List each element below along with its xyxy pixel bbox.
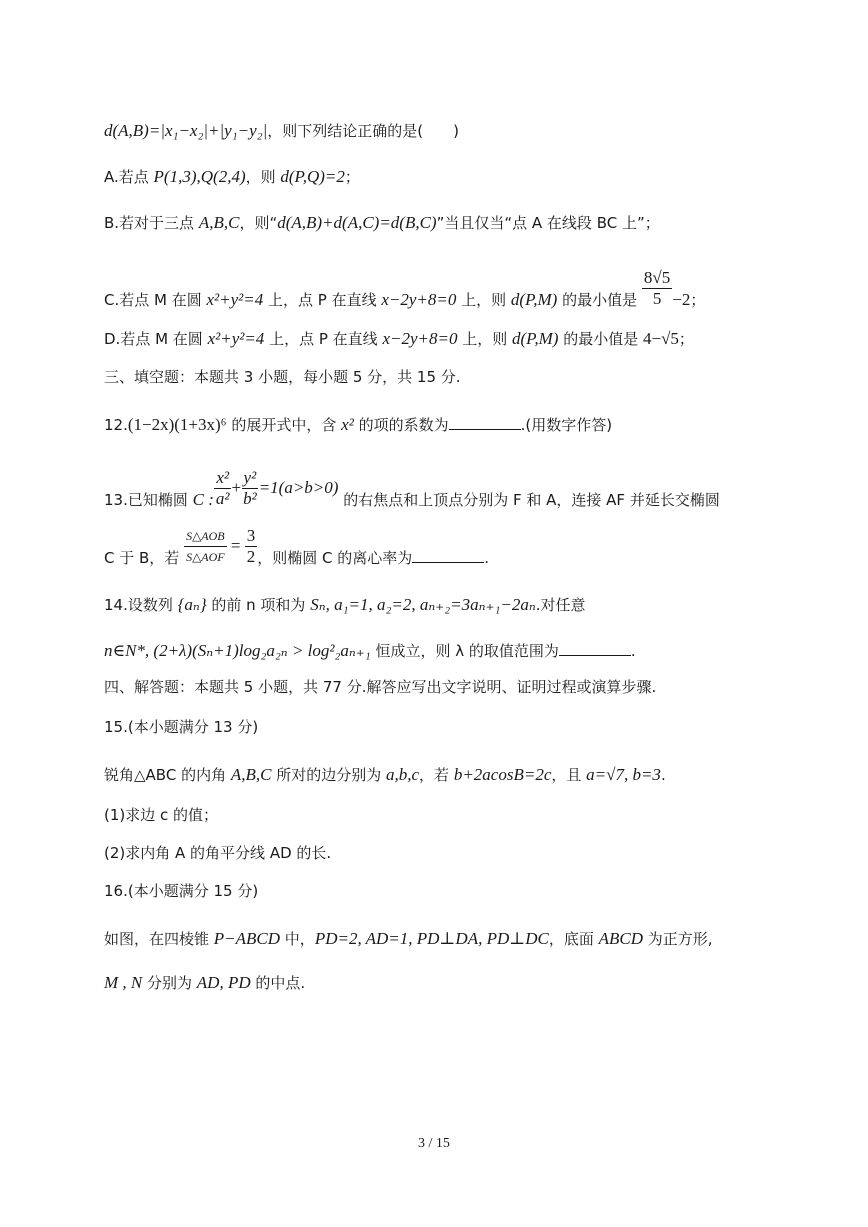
distance-formula: d(A,B)=|x₁−x₂|+|y₁−y₂| — [104, 121, 268, 140]
area-ratio: $\frac{\text{S△AOB}}{\text{S△AOF}}$ — [184, 526, 227, 567]
ratio-value: $\frac{3}{2}$ — [246, 526, 256, 566]
q11-option-d: D.若点 M 在圆 x²+y²=4 上，点 P 在直线 x−2y+8=0 上，则 d(P,M) 的最小值是 4−√5； — [104, 329, 694, 348]
question-16-line-2: M , N 分别为 AD, PD 的中点. — [104, 973, 306, 992]
answer-blank — [412, 548, 484, 563]
question-15-part-2: (2)求内角 A 的角平分线 AD 的长. — [104, 844, 332, 862]
ellipse-y-term: $\frac{\text{y²}}{\text{b²}}$ — [243, 468, 257, 508]
q11-option-c: C.若点 M 在圆 x²+y²=4 上，点 P 在直线 x−2y+8=0 上，则 d(P,M) 的最小值是 $\frac{8√5}{5}$ −2； — [104, 268, 706, 309]
page-number: 3 / 15 — [418, 1136, 450, 1151]
question-13-line-1: 13.已知椭圆 C : $\frac{\text{x²}}{\text{a²}}$ + $\frac{\text{y²}}{\text{b²}}$ =1(a>b>0) 的右焦点和上顶点分别为 F 和 A，连接 AF 并延长交椭圆 — [104, 468, 720, 509]
q11-definition-line — [104, 120, 772, 142]
section-4-heading: 四、解答题：本题共 5 小题，共 77 分.解答应写出文字说明、证明过程或演算步骤. — [104, 678, 657, 696]
answer-blank — [559, 641, 631, 656]
question-15-title: 15.(本小题满分 13 分) — [104, 718, 259, 736]
question-16-line-1: 如图，在四棱锥 P−ABCD 中，PD=2, AD=1, PD⊥DA, PD⊥DC，底面 ABCD 为正方形, — [104, 929, 713, 948]
question-15-part-1: (1)求边 c 的值； — [104, 806, 219, 824]
question-14-line-2: n∈N*, (2+λ)(Sₙ+1)log₂a₂ₙ > log²₂aₙ₊₁ 恒成立，则 λ 的取值范围为 . — [104, 641, 636, 660]
question-15-stem: 锐角△ABC 的内角 A,B,C 所对的边分别为 a,b,c，若 b+2acosB=2c，且 a=√7, b=3. — [104, 765, 666, 784]
q11-option-a: A.若点 P(1,3),Q(2,4)，则 d(P,Q)=2； — [104, 167, 360, 186]
q11-option-b: B.若对于三点 A,B,C，则“d(A,B)+d(A,C)=d(B,C)”当且仅当“点 A 在线段 BC 上”； — [104, 213, 660, 232]
min-value-fraction: $\frac{8√5}{5}$ — [643, 268, 671, 308]
answer-blank — [449, 415, 521, 430]
section-3-heading: 三、填空题：本题共 3 小题，每小题 5 分，共 15 分. — [104, 368, 461, 386]
question-16-title: 16.(本小题满分 15 分) — [104, 882, 259, 900]
question-12: 12.(1−2x)(1+3x)⁶ 的展开式中，含 x² 的项的系数为 .(用数字作答) — [104, 415, 613, 434]
question-13-line-2: C 于 B，若 $\frac{\text{S△AOB}}{\text{S△AOF}}$ = $\frac{3}{2}$ ，则椭圆 C 的离心率为 . — [104, 526, 490, 567]
ellipse-x-term: $\frac{\text{x²}}{\text{a²}}$ — [215, 468, 230, 508]
question-14-line-1: 14.设数列 {aₙ} 的前 n 项和为 Sₙ, a₁=1, a₂=2, aₙ₊₂=3aₙ₊₁−2aₙ.对任意 — [104, 595, 586, 614]
q11-prompt: ，则下列结论正确的是( ) — [267, 122, 459, 140]
